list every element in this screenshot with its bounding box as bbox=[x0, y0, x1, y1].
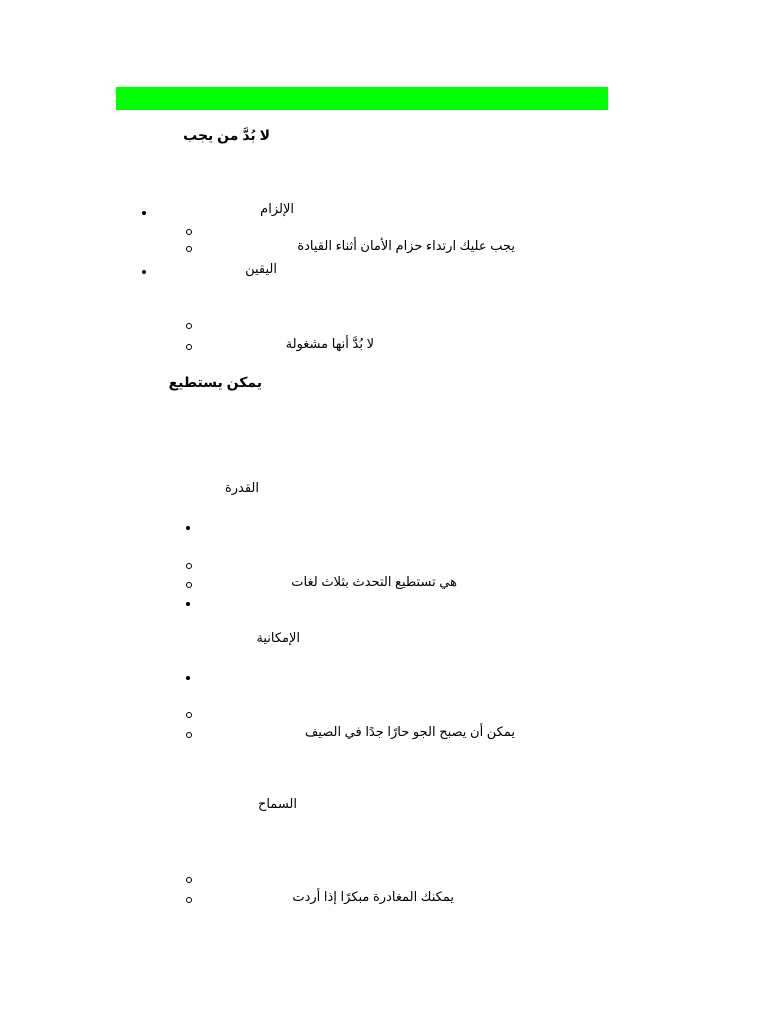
highlight-bar bbox=[116, 87, 608, 110]
circle-bullet-icon bbox=[186, 229, 192, 235]
circle-bullet-icon bbox=[186, 344, 192, 350]
label-ability: القدرة bbox=[224, 480, 259, 495]
example-ability: هي تستطيع التحدث بثلاث لغات bbox=[291, 574, 457, 589]
circle-bullet-icon bbox=[186, 246, 192, 252]
example-permission: يمكنك المغادرة مبكرًا إذا أردت bbox=[292, 889, 454, 904]
circle-bullet-icon bbox=[186, 323, 192, 329]
example-possibility: يمكن أن يصبح الجو حارًا جدًا في الصيف bbox=[304, 724, 515, 739]
label-certainty: اليقين bbox=[245, 261, 277, 276]
bullet-icon bbox=[142, 270, 146, 274]
section-heading-can: يمكن يستطيع bbox=[168, 374, 262, 390]
bullet-icon bbox=[186, 676, 190, 680]
circle-bullet-icon bbox=[186, 732, 192, 738]
bullet-icon bbox=[142, 211, 146, 215]
label-obligation: الإلزام bbox=[260, 201, 294, 216]
label-permission: السماح bbox=[257, 796, 297, 811]
circle-bullet-icon bbox=[186, 897, 192, 903]
circle-bullet-icon bbox=[186, 877, 192, 883]
circle-bullet-icon bbox=[186, 582, 192, 588]
bullet-icon bbox=[186, 602, 190, 606]
example-certainty: لا بُدَّ أنها مشغولة bbox=[285, 336, 374, 351]
example-obligation: يجب عليك ارتداء حزام الأمان أثناء القيادة bbox=[297, 238, 515, 253]
section-heading-must: لا بُدَّ من يجب bbox=[183, 127, 270, 143]
circle-bullet-icon bbox=[186, 563, 192, 569]
circle-bullet-icon bbox=[186, 712, 192, 718]
label-possibility: الإمكانية bbox=[256, 630, 300, 645]
bullet-icon bbox=[186, 526, 190, 530]
